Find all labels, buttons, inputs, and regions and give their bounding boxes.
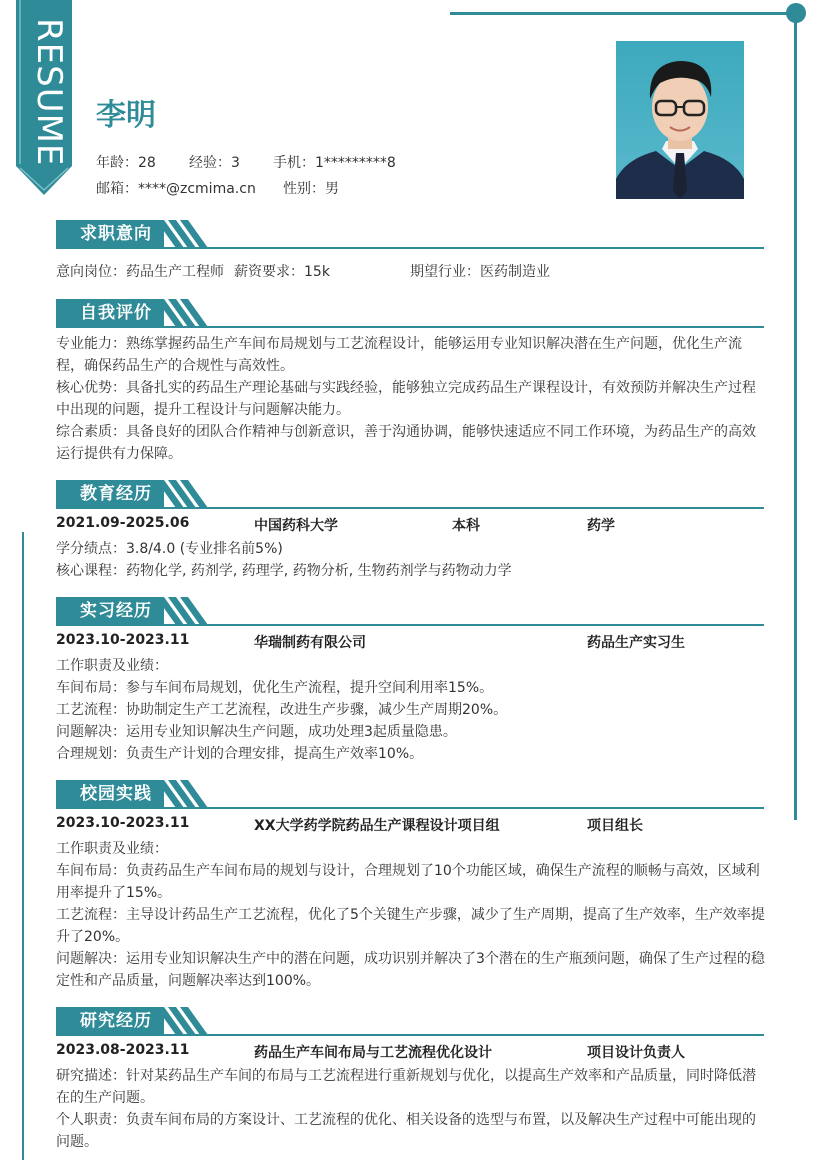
edu-major: 药学	[587, 518, 615, 534]
intern-line: 合理规划：负责生产计划的合理安排，提高生产效率10%。	[56, 746, 424, 762]
intern-org: 华瑞制药有限公司	[254, 635, 366, 651]
section-edu-header	[56, 480, 764, 510]
section-title: 教育经历	[80, 484, 152, 504]
edu-line: 学分绩点：3.8/4.0 (专业排名前5%)	[56, 541, 283, 557]
section-title: 研究经历	[80, 1011, 152, 1031]
section-self-header	[56, 299, 764, 329]
left-decor-line	[22, 532, 24, 1160]
exp-label: 经验：	[189, 155, 231, 171]
section-intent-header	[56, 220, 764, 250]
campus-line: 工作职责及业绩：	[56, 841, 168, 857]
self-eval-list	[56, 333, 766, 465]
resume-ribbon	[16, 0, 72, 195]
research-date: 2023.08-2023.11	[56, 1042, 190, 1058]
edu-row	[56, 515, 766, 537]
phone-info	[273, 152, 396, 172]
campus-line: 工艺流程：主导设计药品生产工艺流程，优化了5个关键生产步骤，减少了生产周期，提高了生产效率，生产效率提升了20%。	[56, 907, 765, 945]
gender-info	[283, 178, 339, 198]
gender-value: 男	[325, 181, 339, 197]
email-label: 邮箱：	[96, 181, 138, 197]
campus-line: 问题解决：运用专业知识解决生产中的潜在问题，成功识别并解决了3个潜在的生产瓶颈问题，确保了生产过程的稳定性和产品质量，问题解决率达到100%。	[56, 951, 765, 989]
intern-date: 2023.10-2023.11	[56, 632, 190, 648]
profile-photo	[616, 41, 744, 199]
candidate-name: 李明	[96, 98, 156, 133]
phone-value: 1*********8	[315, 155, 396, 171]
age-label: 年龄：	[96, 155, 138, 171]
research-org: 药品生产车间布局与工艺流程优化设计	[254, 1045, 492, 1061]
intent-salary: 薪资要求：15k	[234, 264, 330, 280]
section-title: 实习经历	[80, 601, 152, 621]
intern-details	[56, 655, 766, 765]
right-decor-line	[794, 14, 797, 820]
research-details	[56, 1065, 766, 1153]
campus-line: 车间布局：负责药品生产车间布局的规划与设计，合理规划了10个功能区域，确保生产流程的顺畅与高效，区域利用率提升了15%。	[56, 863, 760, 901]
top-decor-line	[450, 12, 796, 15]
section-title: 校园实践	[80, 784, 152, 804]
email-info	[96, 178, 256, 198]
intern-line: 问题解决：运用专业知识解决生产问题，成功处理3起质量隐患。	[56, 724, 457, 740]
self-eval-item: 综合素质：具备良好的团队合作精神与创新意识，善于沟通协调，能够快速适应不同工作环境，为药品生产的高效运行提供有力保障。	[56, 424, 756, 462]
ribbon-text: RESUME	[29, 18, 69, 167]
self-eval-item: 专业能力：熟练掌握药品生产车间布局规划与工艺流程设计，能够运用专业知识解决潜在生产问题，优化生产流程，确保药品生产的合规性与高效性。	[56, 336, 742, 374]
section-campus-header	[56, 780, 764, 810]
gender-label: 性别：	[283, 181, 325, 197]
edu-school: 中国药科大学	[254, 518, 338, 534]
intern-line: 车间布局：参与车间布局规划，优化生产流程，提升空间利用率15%。	[56, 680, 494, 696]
edu-line: 核心课程：药物化学, 药剂学, 药理学, 药物分析, 生物药剂学与药物动力学	[56, 563, 512, 579]
intern-row	[56, 632, 766, 654]
campus-details	[56, 838, 766, 992]
edu-date: 2021.09-2025.06	[56, 515, 190, 531]
exp-info	[189, 152, 240, 172]
edu-degree: 本科	[452, 518, 480, 534]
intern-role: 药品生产实习生	[587, 635, 685, 651]
campus-row	[56, 815, 766, 837]
campus-date: 2023.10-2023.11	[56, 815, 190, 831]
research-line: 个人职责：负责车间布局的方案设计、工艺流程的优化、相关设备的选型与布置，以及解决生产过程中可能出现的问题。	[56, 1112, 756, 1150]
intent-industry: 期望行业：医药制造业	[410, 264, 550, 280]
age-value: 28	[138, 155, 156, 171]
research-row	[56, 1042, 766, 1064]
intern-line: 工艺流程：协助制定生产工艺流程，改进生产步骤，减少生产周期20%。	[56, 702, 508, 718]
phone-label: 手机：	[273, 155, 315, 171]
research-line: 研究描述：针对某药品生产车间的布局与工艺流程进行重新规划与优化，以提高生产效率和产品质量，同时降低潜在的生产问题。	[56, 1068, 756, 1106]
section-title: 求职意向	[80, 224, 152, 244]
section-research-header	[56, 1007, 764, 1037]
edu-details	[56, 538, 766, 582]
intent-position: 意向岗位：药品生产工程师	[56, 264, 224, 280]
section-title: 自我评价	[80, 303, 152, 323]
campus-org: XX大学药学院药品生产课程设计项目组	[254, 818, 500, 834]
age-info	[96, 152, 156, 172]
research-role: 项目设计负责人	[587, 1045, 685, 1061]
exp-value: 3	[231, 155, 240, 171]
email-value: ****@zcmima.cn	[138, 181, 256, 197]
section-intern-header	[56, 597, 764, 627]
campus-role: 项目组长	[587, 818, 643, 834]
self-eval-item: 核心优势：具备扎实的药品生产理论基础与实践经验，能够独立完成药品生产课程设计，有效预防并解决生产过程中出现的问题，提升工程设计与问题解决能力。	[56, 380, 756, 418]
intern-line: 工作职责及业绩：	[56, 658, 168, 674]
